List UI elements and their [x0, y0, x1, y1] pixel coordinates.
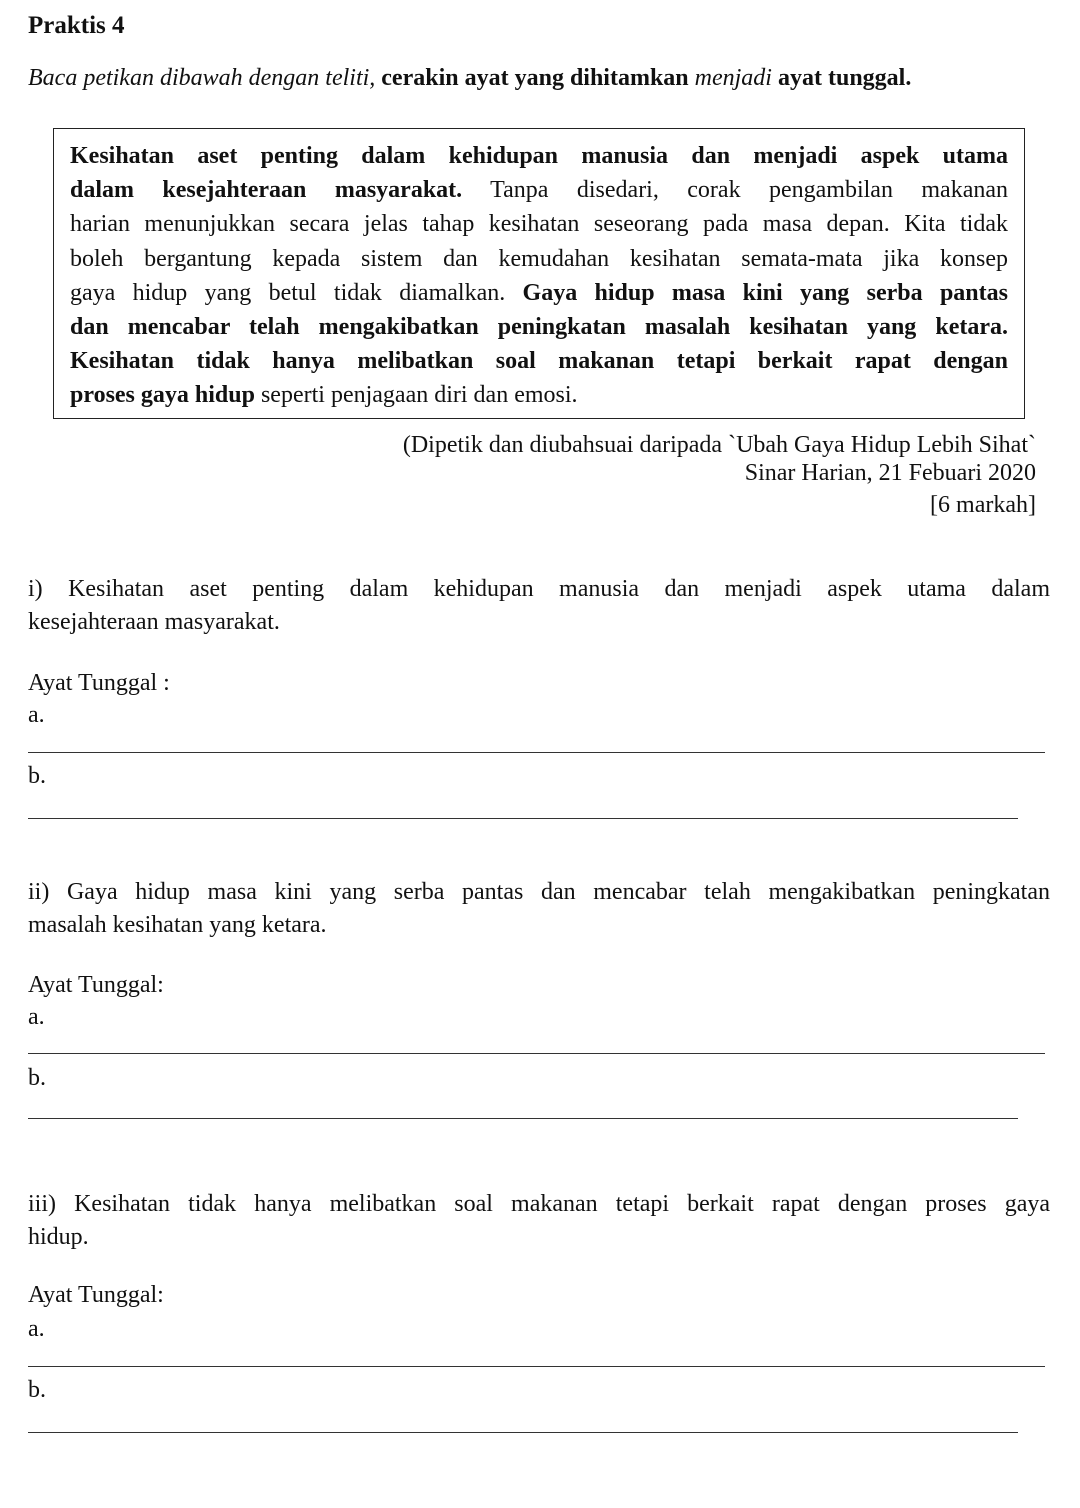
- question-1: [28, 573, 1050, 639]
- passage-segment: Tanpa disedari, corak pengambilan makanan: [462, 177, 1009, 204]
- instruction-italic-1: Baca petikan dibawah dengan teliti,: [28, 65, 376, 91]
- source-publication: Sinar Harian, 21 Febuari 2020: [744, 460, 1036, 486]
- question-2-line-1: ii) Gaya hidup masa kini yang serba pantas dan mencabar telah mengakibatkan peningkatan: [28, 879, 1050, 905]
- answer-label-3: Ayat Tunggal:: [28, 1282, 164, 1308]
- question-2: [28, 876, 1050, 942]
- answer-3-a-line[interactable]: [28, 1366, 1045, 1367]
- source-citation: (Dipetik dan diubahsuai daripada `Ubah Gaya Hidup Lebih Sihat`: [402, 432, 1036, 458]
- instruction-bold-2: ayat tunggal.: [771, 65, 912, 91]
- question-2-line-2: masalah kesihatan yang ketara.: [28, 912, 327, 938]
- answer-1-b-label: b.: [28, 763, 46, 789]
- question-3-line-2: hidup.: [28, 1224, 89, 1250]
- passage-bold-segment: proses gaya hidup: [70, 382, 255, 409]
- passage-line-3: harian menunjukkan secara jelas tahap kesihatan seseorang pada masa depan. Kita tidak: [70, 211, 1008, 238]
- instruction: [28, 65, 1068, 92]
- passage-box: [53, 128, 1025, 419]
- passage-line-7: Kesihatan tidak hanya melibatkan soal makanan tetapi berkait rapat dengan: [70, 348, 1008, 375]
- question-3: [28, 1188, 1050, 1254]
- answer-label-2: Ayat Tunggal:: [28, 972, 164, 998]
- marks-label: [6 markah]: [930, 492, 1036, 518]
- passage-line-2: [70, 173, 1008, 207]
- passage-line-6: dan mencabar telah mengakibatkan peningkatan masalah kesihatan yang ketara.: [70, 314, 1008, 341]
- answer-1-a-label: a.: [28, 702, 45, 728]
- answer-label-1: Ayat Tunggal :: [28, 670, 170, 696]
- passage-segment: gaya hidup yang betul tidak diamalkan.: [70, 279, 523, 306]
- passage-bold-segment: dalam kesejahteraan masyarakat.: [70, 177, 463, 204]
- passage-line-4: boleh bergantung kepada sistem dan kemudahan kesihatan semata-mata jika konsep: [70, 245, 1008, 272]
- answer-1-a-line[interactable]: [28, 752, 1045, 753]
- answer-3-a-label: a.: [28, 1316, 45, 1342]
- question-3-line-1: iii) Kesihatan tidak hanya melibatkan soal makanan tetapi berkait rapat dengan proses gaya: [28, 1191, 1050, 1217]
- passage-bold-segment: Gaya hidup masa kini yang serba pantas: [522, 279, 1008, 306]
- question-1-line-1: i) Kesihatan aset penting dalam kehidupan manusia dan menjadi aspek utama dalam: [28, 576, 1050, 602]
- passage-line-8: [70, 378, 1008, 412]
- answer-3-b-label: b.: [28, 1377, 46, 1403]
- answer-2-a-line[interactable]: [28, 1053, 1045, 1054]
- question-1-line-2: kesejahteraan masyarakat.: [28, 609, 280, 635]
- instruction-bold-1: cerakin ayat yang dihitamkan: [375, 65, 695, 91]
- passage-line-5: [70, 276, 1008, 310]
- passage-line-1: Kesihatan aset penting dalam kehidupan manusia dan menjadi aspek utama: [70, 143, 1008, 169]
- page-title: Praktis 4: [28, 12, 125, 39]
- answer-2-b-label: b.: [28, 1065, 46, 1091]
- answer-3-b-line[interactable]: [28, 1432, 1018, 1433]
- answer-1-b-line[interactable]: [28, 818, 1018, 819]
- answer-2-a-label: a.: [28, 1004, 45, 1030]
- passage-segment: seperti penjagaan diri dan emosi.: [254, 382, 578, 409]
- answer-2-b-line[interactable]: [28, 1118, 1018, 1119]
- instruction-italic-2: menjadi: [694, 65, 772, 91]
